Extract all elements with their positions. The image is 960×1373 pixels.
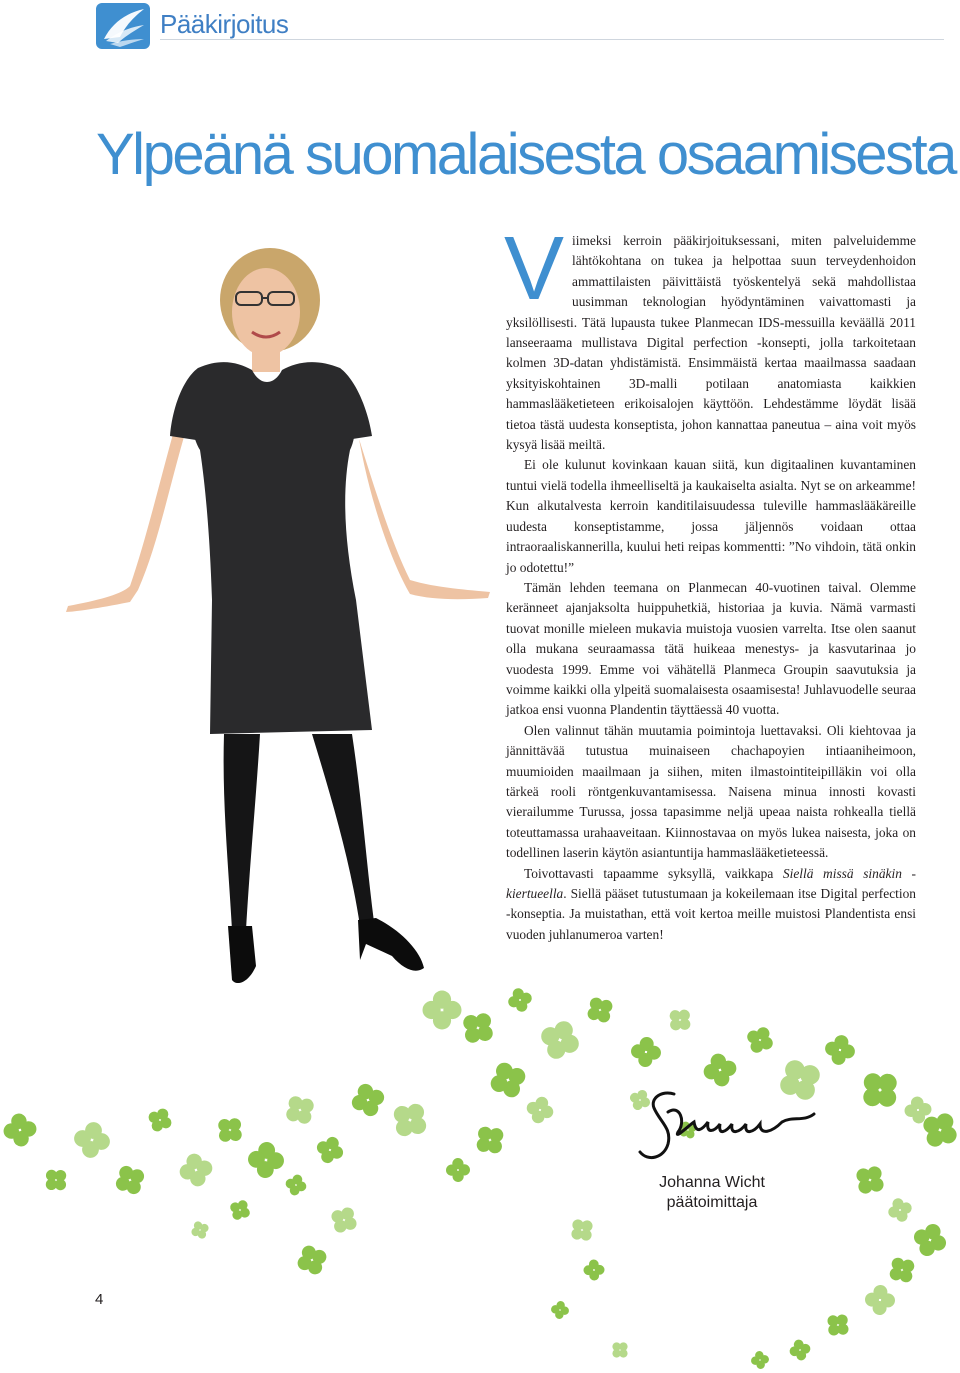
- article-paragraph: Viimeksi kerroin pääkirjoituksessani, miten palveluidemme lähtökohtana on tukea ja helpottaa suun terveydenhoidon ammattilaisten päivittäistä työskentelyä sekä mahdollistaa uusimman teknologian hyödyntäminen vaivattomasti ja yksilöllisesti. Tätä lupausta tukee Planmecan IDS-messuilla keväällä 2011 lanseeraama mullistava Digital perfection -konsepti, jolla tarkoitetaan kolmen 3D-datan yhdistämistä. Ensimmäistä kertaa maailmassa saadaan yksityiskohtainen 3D-malli potilaan anatomiasta kaikkien hammaslääketieteen erikoisalojen käyttöön. Lehdestämme löydät lisää tietoa tästä uudesta konseptista, johon kannattaa paneutua – aina voit myös kysyä lisää meiltä.: [504, 219, 916, 453]
- clover-icon: [455, 1005, 501, 1051]
- clover-icon: [581, 991, 618, 1028]
- clover-icon: [630, 1036, 663, 1069]
- editor-name: Johanna Wicht: [659, 1174, 765, 1191]
- clover-icon: [535, 1015, 585, 1065]
- clover-icon: [326, 1202, 363, 1239]
- clover-icon: [787, 1337, 812, 1362]
- wing-logo-icon: [96, 3, 150, 49]
- article-paragraph: Toivottavasti tapaamme syksyllä, vaikkapa Siellä missä sinäkin -kiertueella. Siellä pääset tutustumaan ja kokeilemaan itse Digital perfection -konseptia. Ja muistathan, että voit kertoa meille muistosi Plandentista ensi vuoden juhlanumeroa varten!: [506, 865, 916, 942]
- clover-decoration: [0, 980, 960, 1373]
- page-header: [96, 3, 944, 49]
- clover-icon: [247, 1141, 285, 1179]
- tour-name: Siellä missä sinäkin -kiertueella: [506, 865, 916, 901]
- handwritten-signature: [632, 1082, 822, 1172]
- clover-icon: [550, 1300, 570, 1320]
- clover-icon: [663, 1003, 697, 1037]
- clover-icon: [485, 1057, 532, 1104]
- clover-icon: [742, 1022, 778, 1058]
- clover-icon: [864, 1284, 896, 1316]
- section-label: Pääkirjoitus: [160, 9, 289, 39]
- clover-icon: [885, 1195, 915, 1225]
- clover-icon: [823, 1033, 858, 1068]
- clover-icon: [423, 991, 462, 1030]
- clover-icon: [188, 1218, 212, 1242]
- clover-icon: [71, 1119, 112, 1160]
- clover-icon: [523, 1093, 556, 1126]
- clover-icon: [176, 1150, 215, 1189]
- article-paragraph: Ei ole kulunut kovinkaan kauan siitä, kun digitaalinen kuvantaminen tuntui vielä todella ihmeelliseltä ja kaukaiselta asialta. Nyt se on arkeamme! Kun alkutalvesta kerroin kanditilaisuudessa tuleville hammaslääkäreille uudesta konseptistamme, jossa jäljennös voidaan ottaa intraoraaliskannerilla, kuului heti reipas kommentti: ”No vihdoin, tätä onkin jo odotettu!”: [506, 457, 916, 575]
- article-paragraph: Tämän lehden teemana on Planmecan 40-vuotinen taival. Olemme keränneet ajanjaksolta huippuhetkiä, historiaa ja kuvia. Nämä varmasti tuovat monille mieleen mukavia muistoja vuosien varrelta. Itse olen saanut olla mukana seuraamassa tätä huikeaa menestys- ja kasvutarinaa jo vuodesta 1999. Emme voi vähätellä Planmeca Groupin saavutuksia ja voimme kaikki olla ylpeitä suomalaisesta osaamisesta! Juhlavuodelle seuraa jatkoa ensi vuonna Plandentin täyttäessä 40 vuotta.: [506, 579, 916, 718]
- drop-cap: V: [504, 219, 565, 319]
- clover-icon: [313, 1133, 348, 1168]
- clover-icon: [226, 1196, 255, 1225]
- clover-icon: [385, 1095, 435, 1145]
- clover-icon: [469, 1119, 511, 1161]
- clover-icon: [852, 1062, 907, 1117]
- clover-icon: [583, 1259, 605, 1281]
- clover-icon: [211, 1111, 249, 1149]
- article-paragraph: Olen valinnut tähän muutamia poimintoja luettavaksi. Oli kiehtovaa ja jännittävää tutustua muinaiseen chachapoyien intiaaniheimoon, muumioiden maailmaan ja siihen, miten ilmastointiteipilläkin voi olla tärkeä rooli röntgenkuvantamisessa. Naisena minua innosti kovasti vierailumme Turussa, jossa tapasimme neljä upeaa naista rohkealla tiellä toteuttamassa urahaaveitaan. Kiinnostavaa on myös lukea naisesta, joka on todellinen laserin käytön asiantuntija hammaslääketieteessä.: [506, 722, 916, 861]
- clover-icon: [446, 1158, 470, 1182]
- clover-icon: [565, 1213, 599, 1247]
- clover-icon: [607, 1337, 632, 1362]
- clover-icon: [279, 1089, 320, 1130]
- clover-icon: [909, 1219, 951, 1261]
- clover-icon: [110, 1160, 151, 1201]
- clover-icon: [347, 1079, 388, 1120]
- clover-icon: [2, 1112, 39, 1149]
- clover-icon: [505, 985, 535, 1015]
- clover-icon: [849, 1159, 891, 1201]
- clover-icon: [39, 1163, 73, 1197]
- clover-icon: [750, 1350, 770, 1370]
- editor-photo: [60, 240, 500, 990]
- clover-icon: [283, 1172, 308, 1197]
- page-title: Ylpeänä suomalaisesta osaamisesta: [96, 122, 955, 187]
- clover-icon: [144, 1104, 176, 1136]
- clover-icon: [292, 1240, 331, 1279]
- editor-role: päätoimittaja: [666, 1194, 758, 1211]
- editorial-text: [504, 219, 916, 945]
- clover-icon: [883, 1251, 920, 1288]
- page-number: 4: [95, 1291, 104, 1308]
- clover-icon: [821, 1308, 855, 1342]
- header-divider: [160, 39, 944, 40]
- signature-caption: [652, 1173, 772, 1213]
